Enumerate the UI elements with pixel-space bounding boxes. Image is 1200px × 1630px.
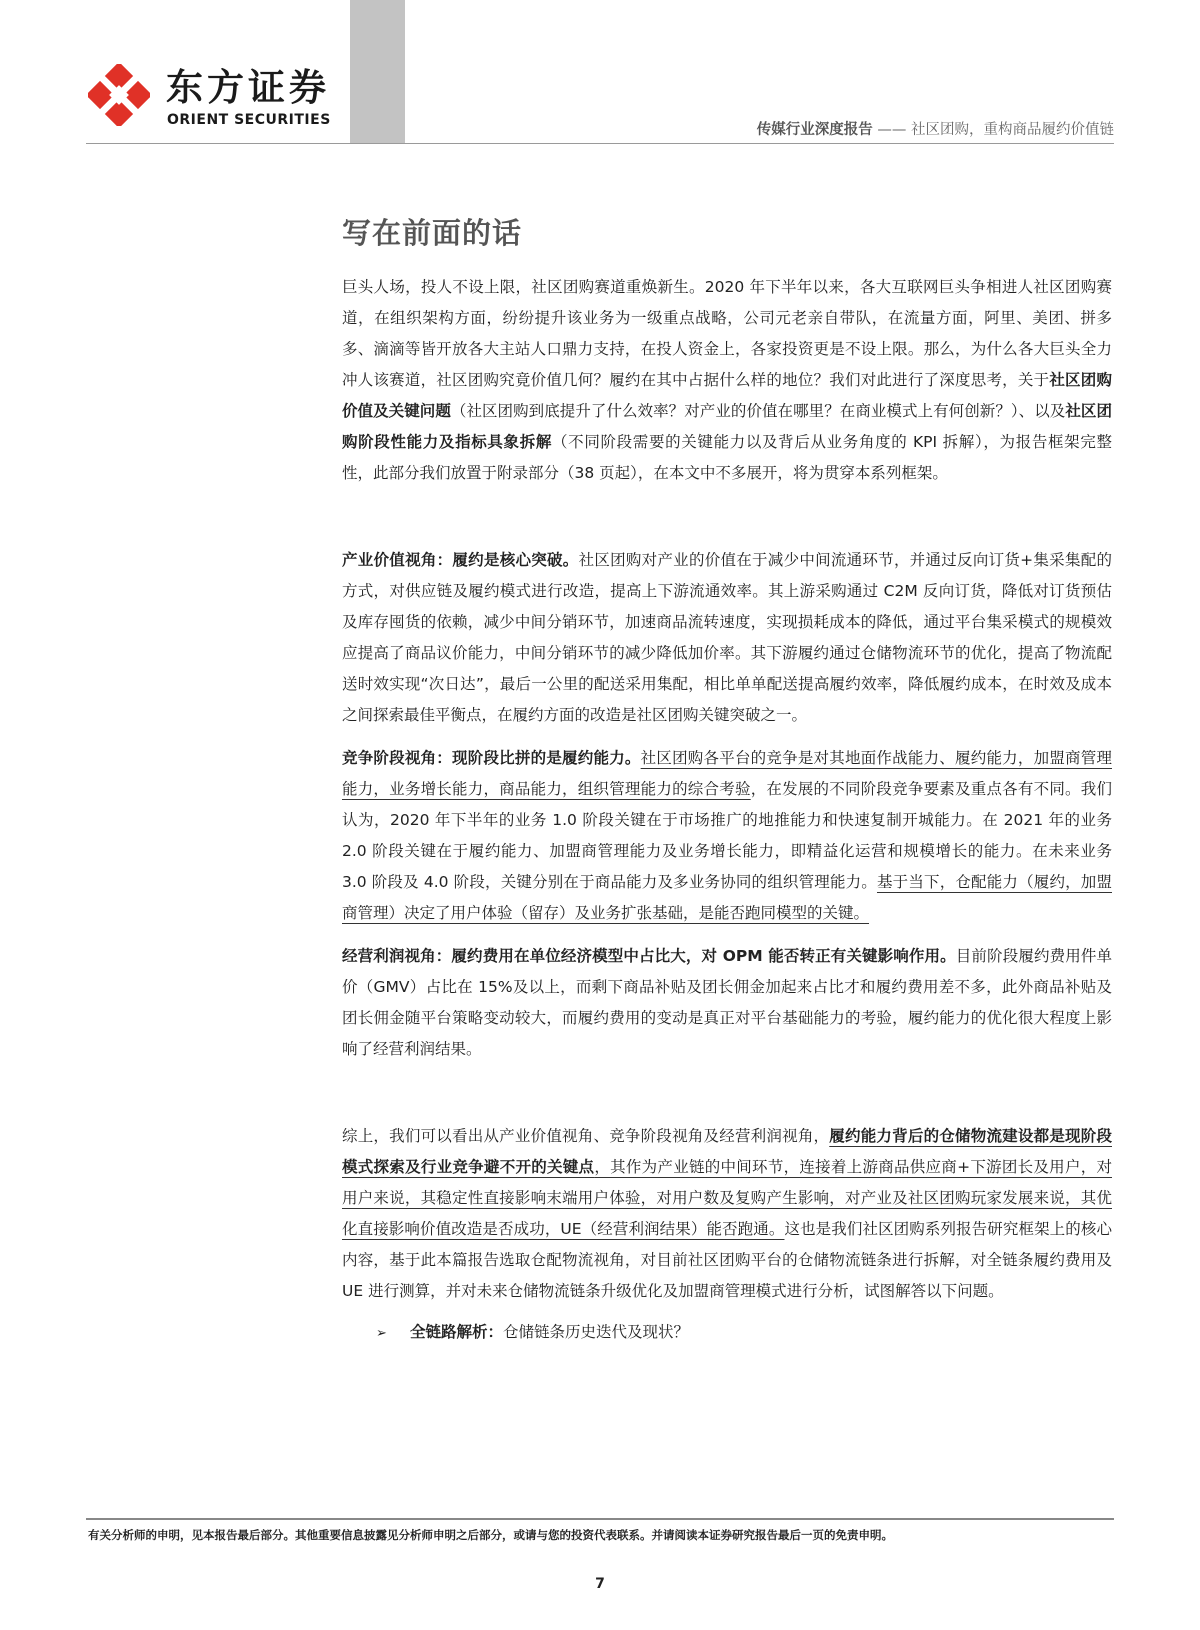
paragraph-intro xyxy=(342,272,1112,489)
intro-text-2: （社区团购到底提升了什么效率？对产业的价值在哪里？在商业模式上有何创新？）、以及 xyxy=(450,402,1066,420)
section-title: 写在前面的话 xyxy=(342,216,523,250)
orient-logo-icon xyxy=(88,64,150,126)
bullet-text: 仓储链条历史迭代及现状？ xyxy=(503,1323,690,1341)
summary-bold-underlined: 履约能力背后的仓储物流建设都是现阶段模式探索及行业竞争避不开的关键点 xyxy=(342,1127,1112,1176)
intro-bold-2: 社区团购阶段性能力及指标具象拆解 xyxy=(342,402,1112,451)
header-dash: —— xyxy=(877,122,907,138)
page-number: 7 xyxy=(595,1576,605,1592)
report-header-title xyxy=(757,121,1114,139)
industry-value-text: 社区团购对产业的价值在于减少中间流通环节，并通过反向订货+集采集配的方式，对供应链及履约模式进行改造，提高上下游流通效率。其上游采购通过 C2M 反向订货，降低对订货预估及库存囤货的依赖，减少中间分销环节，加速商品流转速度，实现损耗成本的降低，通过平台集采模式的规模效应提高了商品议价能力，中间分销环节的减少降低加价率。其下游履约通过仓储物流环节的优化，提高了物流配送时效实现“次日达”，最后一公里的配送采用集配，相比单单配送提高履约效率，降低履约成本，在时效及成本之间探索最佳平衡点，在履约方面的改造是社区团购关键突破之一。 xyxy=(342,551,1112,724)
competition-stage-underlined-1: 社区团购各平台的竞争是对其地面作战能力、履约能力，加盟商管理能力，业务增长能力，商品能力，组织管理能力的综合考验 xyxy=(342,749,1112,798)
footer-disclaimer: 有关分析师的申明，见本报告最后部分。其他重要信息披露见分析师申明之后部分，或请与您的投资代表联系。并请阅读本证券研究报告最后一页的免责申明。 xyxy=(88,1528,893,1542)
competition-stage-text: ，在发展的不同阶段竞争要素及重点各有不同。我们认为，2020 年下半年的业务 1.0 阶段关键在于市场推广的地推能力和快速复制开城能力。在 2021 年的业务 2.0 阶段关键在于履约能力、加盟商管理能力及业务增长能力，即精益化运营和规模增长的能力。在未来业务 3.0 阶段及 4.0 阶段，关键分别在于商品能力及多业务协同的组织管理能力。 xyxy=(342,780,1112,891)
competition-stage-heading: 竞争阶段视角：现阶段比拼的是履约能力。 xyxy=(342,749,641,767)
paragraph-industry-value xyxy=(342,545,1112,731)
bullet-arrow-icon: ➢ xyxy=(376,1326,387,1341)
main-content xyxy=(342,214,1112,1349)
competition-stage-underlined-2: 基于当下，仓配能力（履约，加盟商管理）决定了用户体验（留存）及业务扩张基础，是能否跑同模型的关键。 xyxy=(342,873,1112,922)
logo-chinese-name: 东方证券 xyxy=(166,66,330,109)
paragraph-competition-stage xyxy=(342,743,1112,929)
bullet-full-chain-analysis xyxy=(376,1317,1112,1349)
report-type: 传媒行业深度报告 xyxy=(756,122,873,138)
summary-underlined: ，其作为产业链的中间环节，连接着上游商品供应商+下游团长及用户，对用户来说，其稳定性直接影响末端用户体验，对用户数及复购产生影响，对产业及社区团购玩家发展来说，其优化直接影响价值改造是否成功，UE（经营利润结果）能否跑通。 xyxy=(342,1158,1112,1238)
operating-profit-text: 目前阶段履约费用件单价（GMV）占比在 15%及以上，而剩下商品补贴及团长佣金加起来占比才和履约费用差不多，此外商品补贴及团长佣金随平台策略变动较大，而履约费用的变动是真正对平台基础能力的考验，履约能力的优化很大程度上影响了经营利润结果。 xyxy=(342,947,1112,1058)
intro-bold-1: 社区团购价值及关键问题 xyxy=(342,371,1112,420)
paragraph-operating-profit xyxy=(342,941,1112,1065)
operating-profit-heading: 经营利润视角：履约费用在单位经济模型中占比大，对 OPM 能否转正有关键影响作用。 xyxy=(342,947,956,965)
footer-divider xyxy=(86,1518,1114,1520)
intro-text-1: 巨头人场，投人不设上限，社区团购赛道重焕新生。2020 年下半年以来，各大互联网巨头争相进人社区团购赛道，在组织架构方面，纷纷提升该业务为一级重点战略，公司元老亲自带队，在流量方面，阿里、美团、拼多多、滴滴等皆开放各大主站人口鼎力支持，在投人资金上，各家投资更是不设上限。那么，为什么各大巨头全力冲人该赛道，社区团购究竟价值几何？履约在其中占据什么样的地位？我们对此进行了深度思考，关于 xyxy=(342,278,1112,389)
header-divider xyxy=(86,143,1114,144)
industry-value-heading: 产业价值视角：履约是核心突破。 xyxy=(342,551,579,569)
intro-text-3: （不同阶段需要的关键能力以及背后从业务角度的 KPI 拆解），为报告框架完整性，此部分我们放置于附录部分（38 页起），在本文中不多展开，将为贯穿本系列框架。 xyxy=(342,433,1112,482)
logo-english-name: ORIENT SECURITIES xyxy=(167,112,331,128)
paragraph-summary xyxy=(342,1121,1112,1307)
bullet-heading: 全链路解析： xyxy=(410,1323,504,1341)
orient-securities-logo xyxy=(88,64,428,134)
report-subject: 社区团购，重构商品履约价值链 xyxy=(911,122,1114,138)
summary-text-1: 综上，我们可以看出从产业价值视角、竞争阶段视角及经营利润视角， xyxy=(342,1127,830,1145)
summary-text-2: 这也是我们社区团购系列报告研究框架上的核心内容，基于此本篇报告选取仓配物流视角，对目前社区团购平台的仓储物流链条进行拆解，对全链条履约费用及 UE 进行测算，并对未来仓储物流链条升级优化及加盟商管理模式进行分析，试图解答以下问题。 xyxy=(342,1220,1112,1300)
